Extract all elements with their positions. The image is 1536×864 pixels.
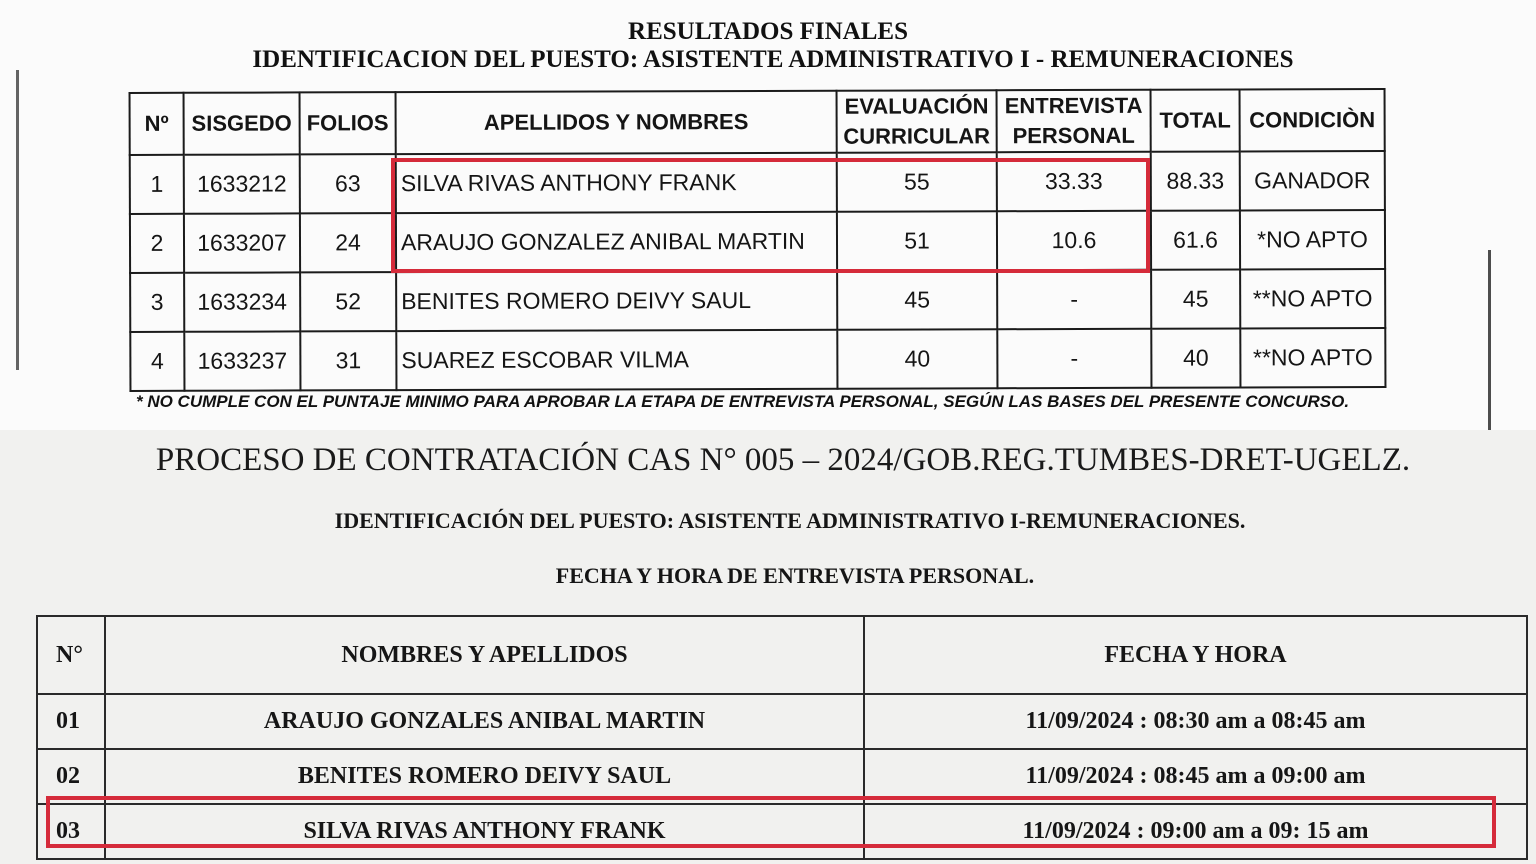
cell-total: 40 (1151, 328, 1240, 387)
header-fecha-hora: FECHA Y HORA (864, 616, 1527, 694)
schedule-document (0, 430, 1536, 864)
scan-edge-left (16, 70, 19, 370)
cell-folios: 52 (300, 272, 396, 331)
table-row (37, 804, 1527, 859)
cell-no: 02 (37, 749, 105, 804)
cell-fecha: 11/09/2024 : 08:30 am a 08:45 am (864, 694, 1527, 749)
cell-sisgedo: 1633207 (184, 213, 300, 272)
cell-entrevista: 33.33 (997, 152, 1151, 211)
cell-nombre: ARAUJO GONZALES ANIBAL MARTIN (105, 694, 864, 749)
cell-sisgedo: 1633237 (184, 331, 300, 390)
cell-nombre: BENITES ROMERO DEIVY SAUL (105, 749, 864, 804)
header-total: TOTAL (1151, 89, 1240, 151)
cell-folios: 63 (300, 154, 396, 213)
results-header-row (130, 89, 1385, 155)
results-document (0, 0, 1536, 430)
table-row (37, 694, 1527, 749)
schedule-header-row (37, 616, 1527, 694)
schedule-puesto: IDENTIFICACIÓN DEL PUESTO: ASISTENTE ADMINISTRATIVO I-REMUNERACIONES. (334, 508, 1246, 533)
cell-condicion: **NO APTO (1240, 328, 1385, 387)
cell-nombre: SILVA RIVAS ANTHONY FRANK (396, 153, 837, 213)
cell-no: 3 (130, 273, 184, 332)
cell-total: 45 (1151, 269, 1240, 328)
cell-no: 4 (130, 332, 184, 391)
cell-nombre: SILVA RIVAS ANTHONY FRANK (105, 804, 864, 859)
cell-total: 61.6 (1151, 210, 1240, 269)
cell-fecha: 11/09/2024 : 08:45 am a 09:00 am (864, 749, 1527, 804)
header-no: N° (37, 616, 105, 694)
table-row (130, 328, 1385, 391)
table-row (130, 269, 1385, 332)
cell-entrevista: - (997, 329, 1151, 388)
scan-edge-right (1488, 250, 1491, 430)
cell-nombre: ARAUJO GONZALEZ ANIBAL MARTIN (396, 212, 837, 272)
cell-no: 03 (37, 804, 105, 859)
header-condicion: CONDICIÒN (1240, 89, 1385, 151)
table-row (130, 151, 1385, 214)
cell-condicion: GANADOR (1240, 151, 1385, 210)
table-row (37, 749, 1527, 804)
cell-total: 88.33 (1151, 151, 1240, 210)
cell-evaluacion: 51 (837, 211, 997, 271)
results-footnote: * NO CUMPLE CON EL PUNTAJE MINIMO PARA APROBAR LA ETAPA DE ENTREVISTA PERSONAL, SEGÚN LAS BASES DEL PRESENTE CONCURSO. (136, 392, 1350, 411)
cell-folios: 31 (300, 331, 396, 390)
cell-no: 2 (130, 214, 184, 273)
results-title: RESULTADOS FINALES (628, 18, 908, 45)
cell-evaluacion: 45 (837, 270, 997, 330)
results-subtitle: IDENTIFICACION DEL PUESTO: ASISTENTE ADMINISTRATIVO I - REMUNERACIONES (252, 46, 1294, 73)
header-evaluacion-curricular: EVALUACIÓN CURRICULAR (837, 90, 997, 153)
table-row (130, 210, 1385, 273)
cell-evaluacion: 55 (837, 152, 997, 212)
cell-fecha: 11/09/2024 : 09:00 am a 09: 15 am (864, 804, 1527, 859)
cell-folios: 24 (300, 213, 396, 272)
header-sisgedo: SISGEDO (184, 92, 300, 154)
header-folios: FOLIOS (300, 92, 396, 154)
cell-nombre: BENITES ROMERO DEIVY SAUL (396, 271, 837, 331)
schedule-table (36, 615, 1528, 860)
cell-no: 01 (37, 694, 105, 749)
cell-entrevista: 10.6 (997, 211, 1151, 270)
process-title: PROCESO DE CONTRATACIÓN CAS N° 005 – 2024/GOB.REG.TUMBES-DRET-UGELZ. (155, 442, 1411, 478)
header-nombres-apellidos: NOMBRES Y APELLIDOS (105, 616, 864, 694)
cell-sisgedo: 1633212 (184, 154, 300, 213)
cell-condicion: **NO APTO (1240, 269, 1385, 328)
cell-entrevista: - (997, 270, 1151, 329)
header-no: Nº (130, 93, 184, 155)
results-table (129, 88, 1387, 392)
cell-evaluacion: 40 (837, 329, 997, 389)
cell-nombre: SUAREZ ESCOBAR VILMA (396, 330, 837, 390)
header-entrevista-personal: ENTREVISTA PERSONAL (997, 90, 1151, 152)
header-apellidos-nombres: APELLIDOS Y NOMBRES (396, 91, 837, 154)
schedule-fecha-title: FECHA Y HORA DE ENTREVISTA PERSONAL. (555, 563, 1035, 588)
cell-sisgedo: 1633234 (184, 272, 300, 331)
cell-no: 1 (130, 155, 184, 214)
cell-condicion: *NO APTO (1240, 210, 1385, 269)
